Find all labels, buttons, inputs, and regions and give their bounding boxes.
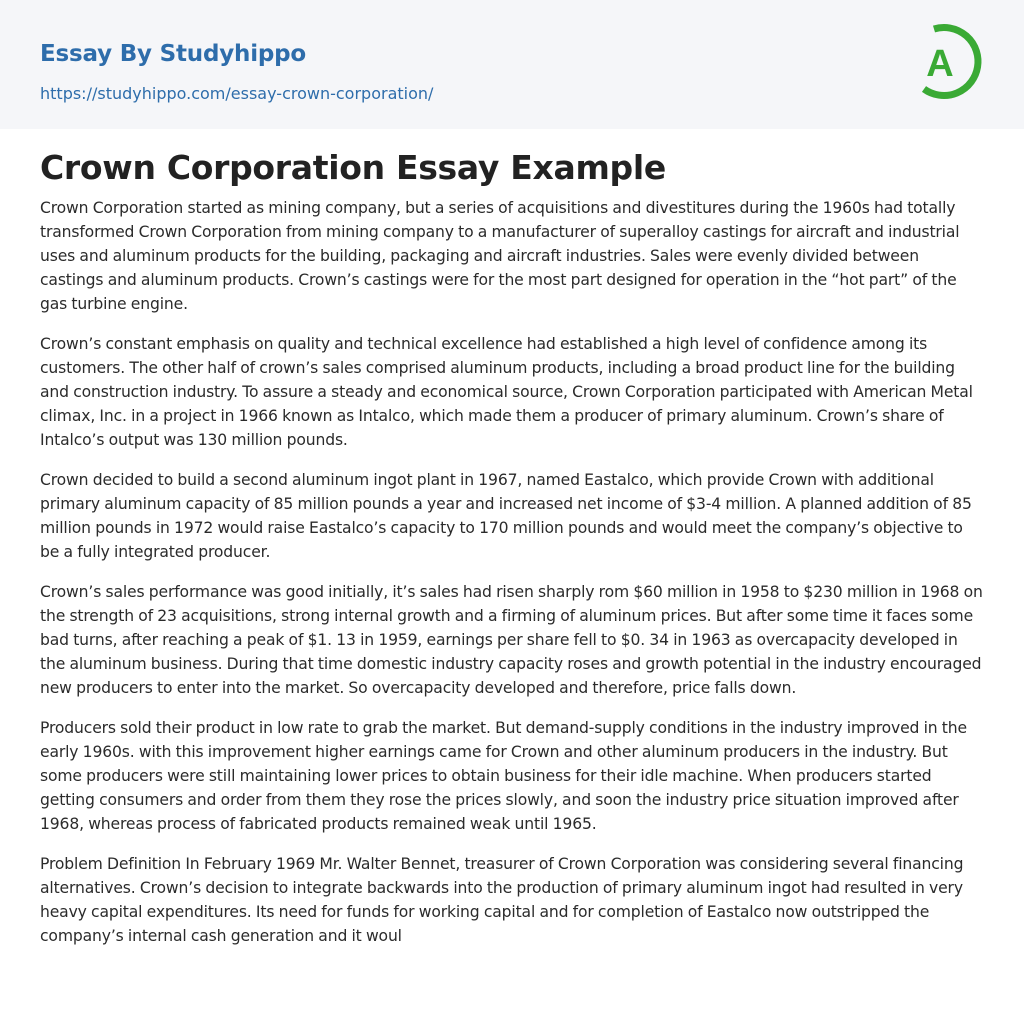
paragraph-6: Problem Definition In February 1969 Mr. Walter Bennet, treasurer of Crown Corporation was considering several financing alternatives. Crown’s decision to integrate backwards into the production of primary aluminum ingot had resulted in very heavy capital expenditures. Its need for funds for working capital and for completion of Eastalco now outstripped the company’s internal cash generation and it woul <box>40 855 964 945</box>
paragraph-4: Crown’s sales performance was good initially, it’s sales had risen sharply rom $60 million in 1958 to $230 million in 1968 on the strength of 23 acquisitions, strong internal growth and a firming of aluminum prices. But after some time it faces some bad turns, after reaching a peak of $1. 13 in 1959, earnings per share fell to $0. 34 in 1963 as overcapacity developed in the aluminum business. During that time domestic industry capacity roses and growth potential in the industry encouraged new producers to enter into the market. So overcapacity developed and therefore, price falls down. <box>40 583 983 697</box>
page-title: Crown Corporation Essay Example <box>40 148 666 187</box>
paragraph-1: Crown Corporation started as mining company, but a series of acquisitions and divestitures during the 1960s had totally transformed Crown Corporation from mining company to a manufacturer of superalloy castings for aircraft and industrial uses and aluminum products for the building, packaging and aircraft industries. Sales were evenly divided between castings and aluminum products. Crown’s castings were for the most part designed for operation in the “hot part” of the gas turbine engine. <box>40 199 960 313</box>
page-url[interactable]: https://studyhippo.com/essay-crown-corporation/ <box>40 84 434 103</box>
site-brand[interactable]: Essay By Studyhippo <box>40 41 307 67</box>
logo-letter: A <box>926 43 954 85</box>
paragraph-3: Crown decided to build a second aluminum ingot plant in 1967, named Eastalco, which provide Crown with additional primary aluminum capacity of 85 million pounds a year and increased net income of $3-4 million. A planned addition of 85 million pounds in 1972 would raise Eastalco’s capacity to 170 million pounds and would meet the company’s objective to be a fully integrated producer. <box>40 471 972 561</box>
studyhippo-logo-icon[interactable] <box>912 18 988 106</box>
paragraph-2: Crown’s constant emphasis on quality and technical excellence had established a high level of confidence among its customers. The other half of crown’s sales comprised aluminum products, including a broad product line for the building and construction industry. To assure a steady and economical source, Crown Corporation participated with American Metal climax, Inc. in a project in 1966 known as Intalco, which made them a producer of primary aluminum. Crown’s share of Intalco’s output was 130 million pounds. <box>40 335 973 449</box>
article <box>40 146 984 964</box>
site-header <box>0 0 1024 129</box>
paragraph-5: Producers sold their product in low rate to grab the market. But demand-supply conditions in the industry improved in the early 1960s. with this improvement higher earnings came for Crown and other aluminum producers in the industry. But some producers were still maintaining lower prices to obtain business for their idle machine. When producers started getting consumers and order from them they rose the prices slowly, and soon the industry price situation improved after 1968, whereas process of fabricated products remained weak until 1965. <box>40 719 967 833</box>
